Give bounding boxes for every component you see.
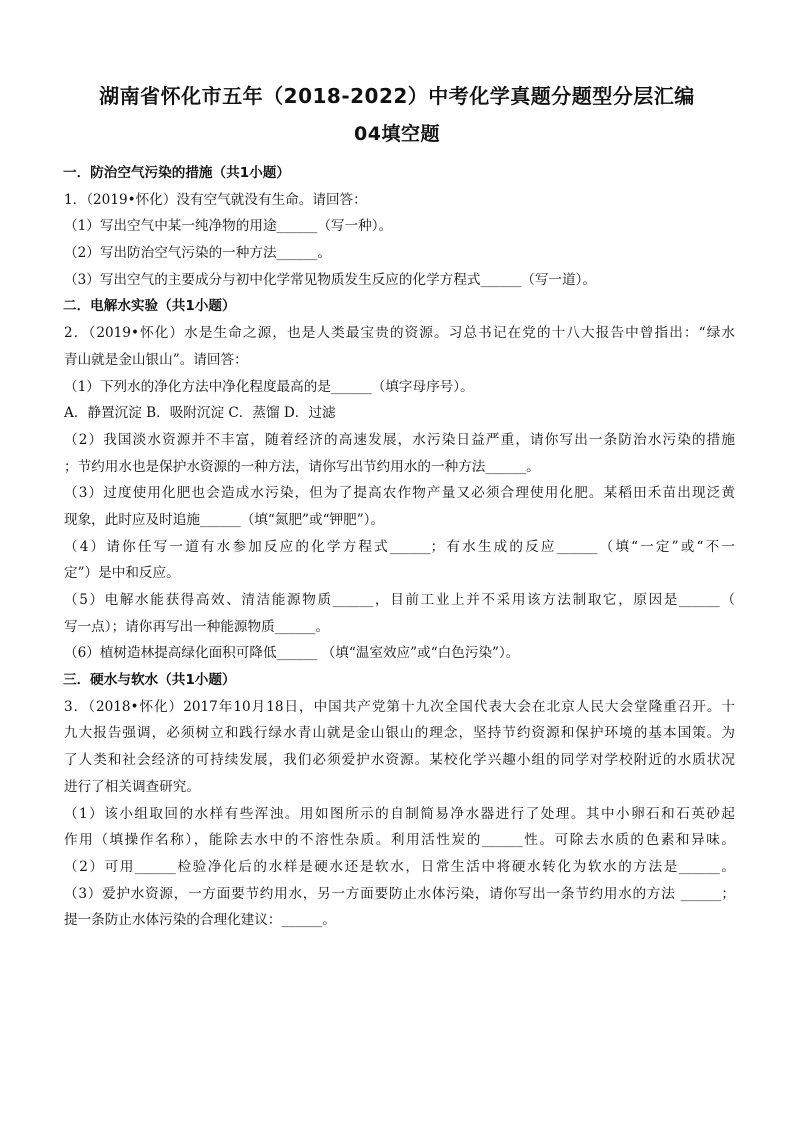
text-line: （3）爱护水资源，一方面要节约用水，另一方面要防止水体污染，请你写出一条节约用水的方法 ______； <box>64 885 735 902</box>
text-line: （5）电解水能获得高效、清洁能源物质______，目前工业上并不采用该方法制取它，原因是______（ <box>64 592 735 608</box>
text-line: （1）下列水的净化方法中净化程度最高的是______（填字母序号）。 <box>64 378 474 395</box>
text-line: （1）该小组取回的水样有些浑浊。用如图所示的自制简易净水器进行了处理。其中小卵石和石英砂起 <box>64 805 735 822</box>
text-line: 作用（填操作名称），能除去水中的不溶性杂质。利用活性炭的______性。可除去水质的色素和异味。 <box>64 832 735 849</box>
section-heading: 三．硬水与软水（共1小题） <box>63 672 236 689</box>
text-line: （3）写出空气的主要成分与初中化学常见物质发生反应的化学方程式______（写一道）。 <box>64 271 597 288</box>
text-line: 现象，此时应及时追施______（填“氮肥”或“钾肥”）。 <box>64 511 385 528</box>
section-heading: 二．电解水实验（共1小题） <box>63 298 236 315</box>
text-line: 1．（2019•怀化）没有空气就没有生命。请回答： <box>64 191 367 208</box>
text-line: （6）植树造林提高绿化面积可降低______ （填“温室效应”或“白色污染”）。 <box>64 645 520 662</box>
text-line: 定”）是中和反应。 <box>64 565 180 582</box>
text-line: 进行了相关调查研究。 <box>64 778 200 795</box>
text-line: 了人类和社会经济的可持续发展，我们必须爱护水资源。某校化学兴趣小组的同学对学校附近的水质状况 <box>64 752 735 769</box>
text-line: 3．（2018•怀化）2017年10月18日，中国共产党第十九次全国代表大会在北京人民大会堂隆重召开。十 <box>64 698 735 715</box>
text-line: （4）请你任写一道有水参加反应的化学方程式______；有水生成的反应______（填“一定”或“不一 <box>64 538 735 555</box>
text-line: 提一条防止水体污染的合理化建议：______。 <box>64 912 336 929</box>
text-line: （3）过度使用化肥也会造成水污染，但为了提高农作物产量又必须合理使用化肥。某稻田禾苗出现泛黄 <box>64 485 735 502</box>
text-line: 九大报告强调，必须树立和践行绿水青山就是金山银山的理念，坚持节约资源和保护环境的基本国策。为 <box>64 725 735 742</box>
text-line: （2）写出防治空气污染的一种方法______。 <box>64 245 331 262</box>
text-line: （2）我国淡水资源并不丰富，随着经济的高速发展，水污染日益严重，请你写出一条防治水污染的措施 <box>64 431 735 448</box>
document-body <box>63 160 735 934</box>
text-line: ；节约用水也是保护水资源的一种方法，请你写出节约用水的一种方法______。 <box>64 458 540 475</box>
text-line: 写一点）；请你再写出一种能源物质______。 <box>64 618 330 635</box>
text-line: （2）可用______检验净化后的水样是硬水还是软水，日常生活中将硬水转化为软水的方法是______。 <box>64 858 735 875</box>
text-line: （1）写出空气中某一纯净物的用途______（写一种）。 <box>64 218 393 235</box>
text-line: 青山就是金山银山”。请回答： <box>64 351 248 368</box>
document-title: 湖南省怀化市五年（2018-2022）中考化学真题分题型分层汇编 <box>99 84 695 108</box>
section-heading: 一．防治空气污染的措施（共1小题） <box>63 165 290 181</box>
text-line: A．静置沉淀 B．吸附沉淀 C．蒸馏 D．过滤 <box>64 405 336 422</box>
document-subtitle: 04填空题 <box>354 123 440 145</box>
text-line: 2．（2019•怀化）水是生命之源，也是人类最宝贵的资源。习总书记在党的十八大报告中曾指出：“绿水 <box>64 325 735 342</box>
